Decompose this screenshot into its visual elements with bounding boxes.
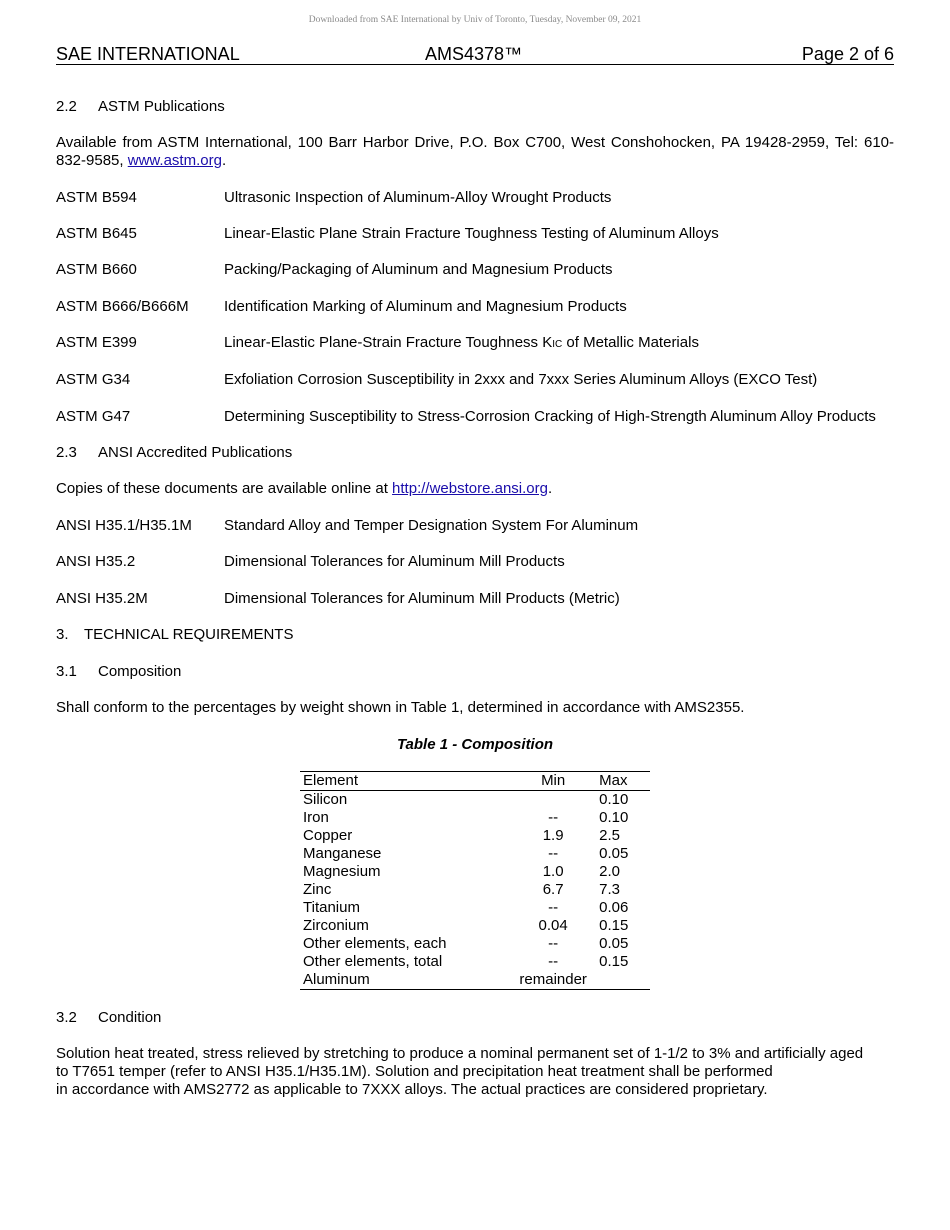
table-row [300,953,650,971]
section-number: 3.2 [56,1009,77,1026]
cell-min: 1.9 [542,827,564,844]
cell-max [596,971,650,990]
section-title: ANSI Accredited Publications [98,444,293,461]
ref-code: ASTM G34 [56,371,131,388]
cell-element: Magnesium [303,863,381,880]
cell-min: 0.04 [538,917,568,934]
cell-element: Other elements, total [303,953,443,970]
composition-table [300,771,650,990]
ref-title-subscript: IC [552,339,563,350]
astm-link[interactable]: www.astm.org [127,152,222,169]
table-row [300,899,650,917]
cell-min: 6.7 [542,881,564,898]
cell-element: Copper [303,827,353,844]
cell-element: Other elements, each [303,935,447,952]
table-row [300,935,650,953]
ref-code: ANSI H35.1/H35.1M [56,517,192,534]
cell-element: Manganese [303,845,382,862]
table-row [300,791,650,810]
section-3-heading [56,626,293,643]
cell-max: 2.5 [599,827,620,844]
ref-title-pre: Linear-Elastic Plane-Strain Fracture Toughness K [224,334,553,351]
cell-max: 2.0 [599,863,620,880]
ref-code: ASTM G47 [56,408,131,425]
header-rule [56,64,894,65]
section-title: ASTM Publications [98,98,225,115]
ref-code: ASTM B594 [56,189,137,206]
ref-title [224,334,699,351]
table-row [300,917,650,935]
section-title: Condition [98,1009,162,1026]
section-number: 2.2 [56,98,77,115]
condition-line: to T7651 temper (refer to ANSI H35.1/H35.1M). Solution and precipitation heat treatment shall be performed [56,1063,773,1080]
cell-min: -- [548,809,559,826]
section-3-2-heading [56,1009,161,1026]
ansi-link[interactable]: http://webstore.ansi.org [392,480,548,497]
ansi-intro: Copies of these documents are available online at http://webstore.ansi.org. [56,480,553,497]
ref-title: Exfoliation Corrosion Susceptibility in 2xxx and 7xxx Series Aluminum Alloys (EXCO Test) [224,371,818,388]
column-header-min: Min [510,772,596,791]
cell-min [510,791,596,810]
ansi-intro-text: Copies of these documents are available online at [56,480,388,497]
astm-intro: Available from ASTM International, 100 Barr Harbor Drive, P.O. Box C700, West Conshohocken, PA 19428-2959, Tel: 610-832-9585, www.astm.org. [56,134,894,169]
section-number: 2.3 [56,444,77,461]
ref-code: ANSI H35.2M [56,590,148,607]
ref-code: ASTM B660 [56,261,137,278]
ref-title: Identification Marking of Aluminum and Magnesium Products [224,298,627,315]
column-header-max: Max [596,772,650,791]
ref-title: Dimensional Tolerances for Aluminum Mill Products (Metric) [224,590,620,607]
cell-min: -- [548,953,559,970]
section-2-2-heading [56,98,225,115]
cell-max: 0.05 [599,935,629,952]
cell-min: -- [548,935,559,952]
cell-element: Aluminum [300,971,464,990]
ref-title: Determining Susceptibility to Stress-Corrosion Cracking of High-Strength Aluminum Alloy Products [224,408,876,425]
cell-max: 0.15 [599,917,629,934]
cell-min: -- [548,845,559,862]
cell-element: Iron [303,809,329,826]
table-row [300,971,650,990]
table-row [300,827,650,845]
condition-text [56,1045,906,1099]
ref-title: Dimensional Tolerances for Aluminum Mill Products [224,553,565,570]
section-2-3-heading [56,444,292,461]
cell-max: 0.10 [599,809,629,826]
table-row [300,809,650,827]
cell-element: Zirconium [303,917,369,934]
section-number: 3.1 [56,663,77,680]
section-title: TECHNICAL REQUIREMENTS [84,626,294,643]
header-page-number: Page 2 of 6 [801,44,894,64]
cell-max: 0.05 [599,845,629,862]
astm-intro-text: Available from ASTM International, 100 Barr Harbor Drive, P.O. Box C700, West Conshohocken, PA 19428-2959, Tel: 610-832-9585, [56,134,894,169]
condition-line: in accordance with AMS2772 as applicable to 7XXX alloys. The actual practices are considered proprietary. [56,1081,768,1098]
table-caption: Table 1 - Composition [396,736,554,753]
header-org: SAE INTERNATIONAL [56,44,240,64]
column-spacer [464,772,510,791]
cell-max: 0.15 [599,953,629,970]
ref-code: ASTM E399 [56,334,137,351]
cell-min: 1.0 [542,863,564,880]
cell-min: -- [548,899,559,916]
download-watermark: Downloaded from SAE International by Univ of Toronto, Tuesday, November 09, 2021 [308,15,642,25]
ref-title: Ultrasonic Inspection of Aluminum-Alloy Wrought Products [224,189,612,206]
cell-max: 0.10 [599,791,629,808]
ref-code: ANSI H35.2 [56,553,136,570]
cell-element: Zinc [303,881,332,898]
cell-element: Silicon [303,791,348,808]
condition-line: Solution heat treated, stress relieved by stretching to produce a nominal permanent set of 1-1/2 to 3% and artificially aged [56,1045,864,1062]
ref-title: Packing/Packaging of Aluminum and Magnesium Products [224,261,613,278]
ref-code: ASTM B645 [56,225,137,242]
table-header-row [300,772,650,791]
cell-max: 7.3 [599,881,620,898]
ref-title-post: of Metallic Materials [562,334,699,351]
section-title: Composition [98,663,182,680]
ref-title: Linear-Elastic Plane Strain Fracture Toughness Testing of Aluminum Alloys [224,225,719,242]
section-number: 3. [56,626,69,643]
table-row [300,881,650,899]
ref-title: Standard Alloy and Temper Designation System For Aluminum [224,517,639,534]
cell-element: Titanium [303,899,360,916]
cell-max: 0.06 [599,899,629,916]
ref-code: ASTM B666/B666M [56,298,189,315]
section-3-1-heading [56,663,181,680]
composition-text: Shall conform to the percentages by weight shown in Table 1, determined in accordance with AMS2355. [56,699,745,716]
column-header-element: Element [300,772,464,791]
table-row [300,845,650,863]
cell-min: remainder [510,971,596,990]
header-doc-number: AMS4378™ [425,44,523,64]
table-row [300,863,650,881]
